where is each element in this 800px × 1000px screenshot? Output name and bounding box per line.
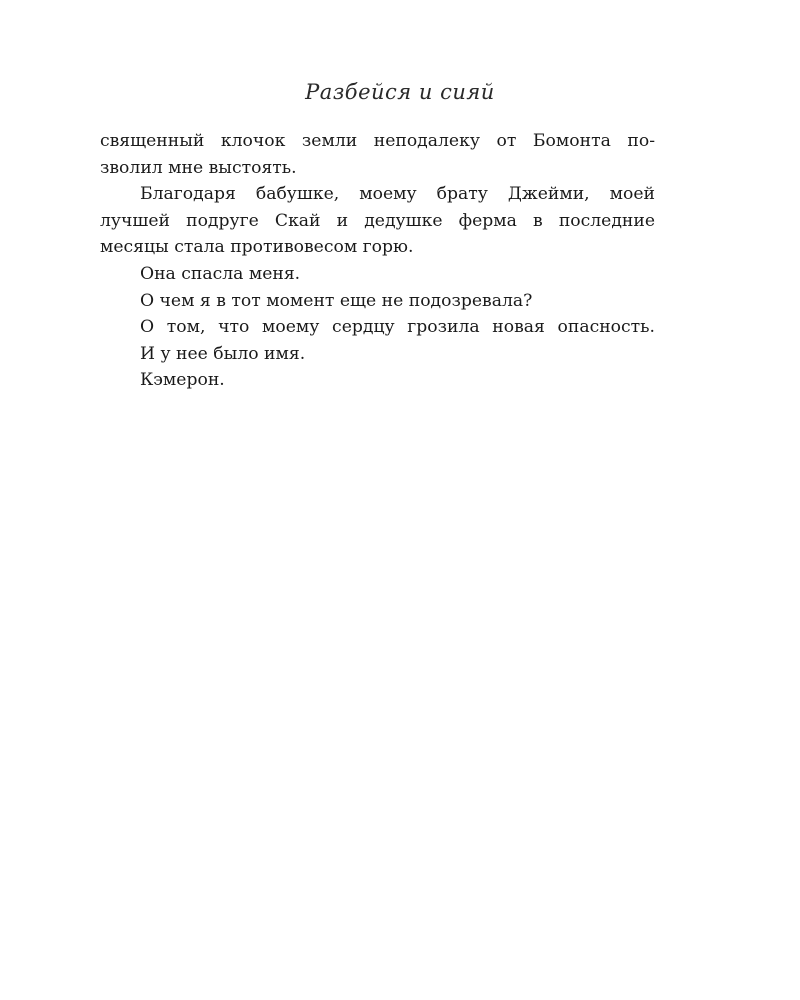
text-line: О чем я в тот момент еще не подозревала? bbox=[140, 290, 533, 311]
text-line: священный клочок земли неподалеку от Бомонта по- bbox=[100, 131, 655, 151]
text-line: месяцы стала противовесом горю. bbox=[100, 237, 414, 258]
text-line: лучшей подруге Скай и дедушке ферма в последние bbox=[100, 210, 655, 231]
text-line: Кэмерон. bbox=[140, 370, 225, 391]
body-text bbox=[100, 128, 655, 394]
running-header-title: Разбейся и сияй bbox=[305, 80, 495, 104]
text-line: О том, что моему сердцу грозила новая опасность. bbox=[140, 317, 655, 338]
text-line: зволил мне выстоять. bbox=[100, 157, 297, 178]
text-line: Она спасла меня. bbox=[140, 263, 301, 284]
text-line: И у нее было имя. bbox=[140, 343, 306, 364]
text-line: Благодаря бабушке, моему брату Джейми, моей bbox=[140, 184, 655, 205]
